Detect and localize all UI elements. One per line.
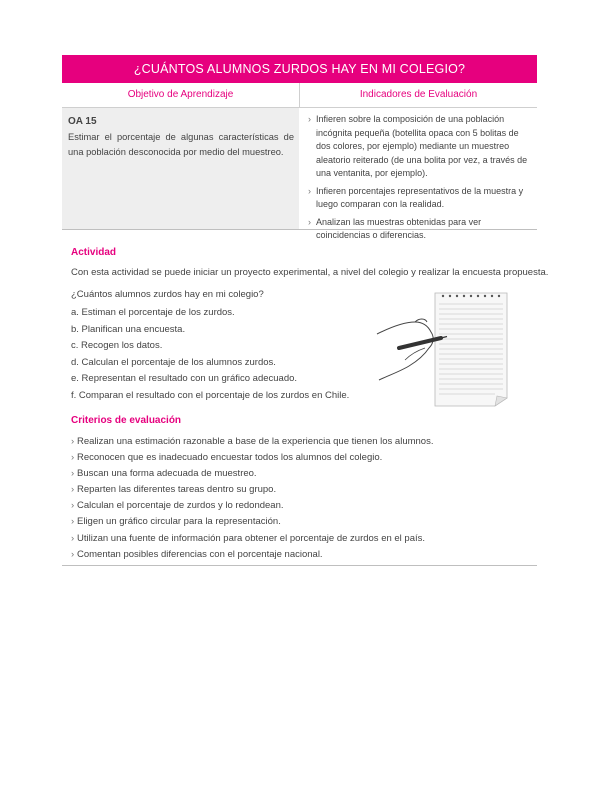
hand-writing-notepad-illustration [375,288,515,408]
bullet-icon: › [308,216,311,227]
indicator-item [308,216,534,243]
criteria-item [71,498,433,514]
page-title: ¿CUÁNTOS ALUMNOS ZURDOS HAY EN MI COLEGIO? [62,55,537,83]
bullet-icon: › [71,516,75,528]
bullet-icon: › [71,500,75,512]
criteria-list [71,434,433,563]
indicator-text: Infieren sobre la composición de una población incógnita pequeña (botellita opaca con 5 bolitas de dos colores, por ejemplo) mediante un muestreo aleatorio reiterado (de una bolita por vez, a través de una ventanita, por ejemplo). [316,114,528,178]
criteria-item [71,547,433,563]
step-item: a. Estiman el porcentaje de los zurdos. [71,307,235,318]
bullet-icon: › [71,468,75,480]
bullet-icon: › [71,452,75,464]
indicator-item [308,185,534,212]
activity-question: ¿Cuántos alumnos zurdos hay en mi colegio? [71,289,264,300]
bullet-icon: › [71,532,75,544]
criteria-item [71,514,433,530]
step-item: e. Representan el resultado con un gráfico adecuado. [71,373,298,384]
bullet-icon: › [308,114,311,124]
step-item: f. Comparan el resultado con el porcentaje de los zurdos en Chile. [71,389,350,401]
criteria-item [71,482,433,498]
criteria-item [71,531,433,547]
step-item: b. Planifican una encuesta. [71,323,186,335]
oa-code: OA 15 [68,116,97,127]
criteria-text: Realizan una estimación razonable a base de la experiencia que tienen los alumnos. [77,436,434,447]
bullet-icon: › [71,484,75,496]
criteria-text: Buscan una forma adecuada de muestreo. [77,468,257,480]
objectives-table [62,108,537,240]
criteria-text: Calculan el porcentaje de zurdos y lo redondean. [77,500,284,512]
header-objetivo: Objetivo de Aprendizaje [62,83,300,107]
criteria-item [71,434,433,450]
criteria-item [71,466,433,482]
activity-steps [71,305,349,404]
activity-heading: Actividad [71,247,117,258]
indicator-text: Analizan las muestras obtenidas para ver coincidencias o diferencias. [316,216,482,240]
criteria-text: Reconocen que es inadecuado encuestar todos los alumnos del colegio. [77,452,383,464]
indicator-item [308,113,534,181]
criteria-text: Eligen un gráfico circular para la representación. [77,516,281,528]
criteria-text: Utilizan una fuente de información para obtener el porcentaje de zurdos en el país. [77,532,426,544]
bullet-icon: › [71,436,75,447]
criteria-heading: Criterios de evaluación [71,415,182,426]
indicators-cell [300,108,537,240]
activity-intro: Con esta actividad se puede iniciar un proyecto experimental, a nivel del colegio y realizar la encuesta propuesta. [71,267,549,278]
bullet-icon: › [308,185,311,196]
step-item: d. Calculan el porcentaje de los alumnos zurdos. [71,356,276,368]
bottom-divider [62,565,537,566]
indicator-list [308,113,534,247]
oa-description: Estimar el porcentaje de algunas características de una población desconocida por medio del muestreo. [68,132,294,157]
criteria-text: Reparten las diferentes tareas dentro su grupo. [77,484,277,496]
criteria-item [71,450,433,466]
header-indicadores: Indicadores de Evaluación [359,89,478,100]
table-header [62,83,537,108]
indicator-text: Infieren porcentajes representativos de la muestra y luego comparan con la realidad. [316,185,524,209]
step-item: c. Recogen los datos. [71,340,163,351]
bullet-icon: › [71,548,75,560]
criteria-text: Comentan posibles diferencias con el porcentaje nacional. [77,548,323,560]
objective-cell [62,108,299,229]
